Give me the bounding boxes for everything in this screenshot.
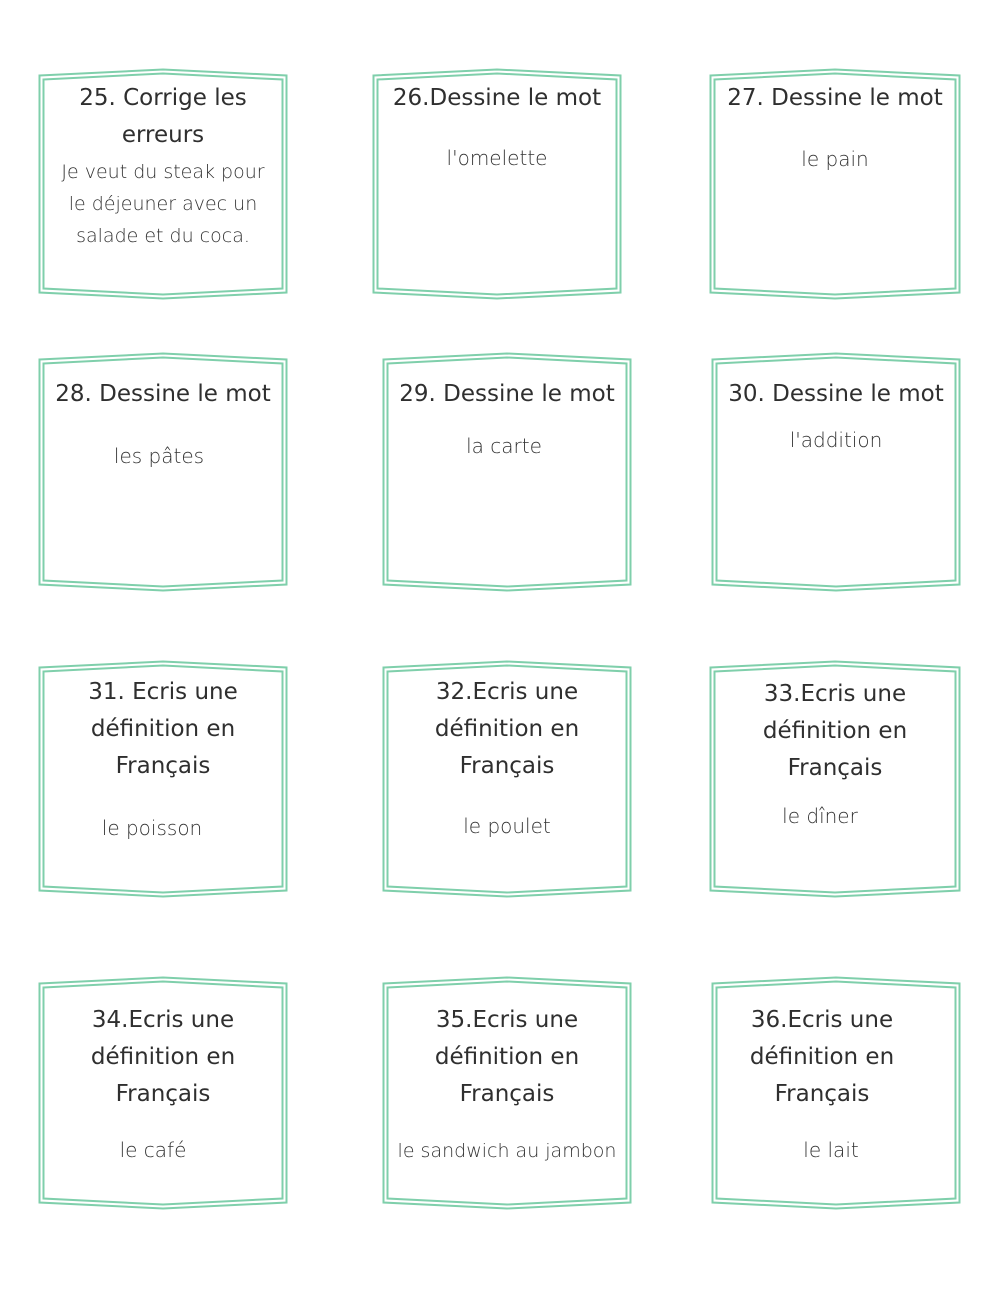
card-title: 34.Ecris une définition en Français <box>90 1007 236 1107</box>
card-29 <box>382 352 632 592</box>
card-27 <box>709 68 961 300</box>
card-title: 29. Dessine le mot <box>399 381 615 407</box>
card-25 <box>38 68 288 300</box>
card-title: 35.Ecris une définition en Français <box>434 1007 580 1107</box>
card-title: 33.Ecris une définition en Français <box>762 681 908 781</box>
card-word: l'omelette <box>446 146 548 170</box>
card-word: le poisson <box>101 816 203 840</box>
card-title: 36.Ecris une définition en Français <box>749 1007 895 1107</box>
card-title: 30. Dessine le mot <box>728 381 944 407</box>
card-26 <box>372 68 622 300</box>
card-title: 25. Corrige les erreurs <box>79 85 247 148</box>
card-title: 32.Ecris une définition en Français <box>434 679 580 779</box>
card-36 <box>711 976 961 1210</box>
card-35 <box>382 976 632 1210</box>
card-31 <box>38 660 288 898</box>
card-30 <box>711 352 961 592</box>
card-title: 28. Dessine le mot <box>55 381 271 407</box>
card-32 <box>382 660 632 898</box>
card-text: Je veut du steak pour le déjeuner avec un salade et du coca. <box>61 161 265 247</box>
card-title: 31. Ecris une définition en Français <box>88 679 238 779</box>
card-28 <box>38 352 288 592</box>
card-word: la carte <box>466 434 542 458</box>
card-word: l'addition <box>789 428 883 452</box>
card-34 <box>38 976 288 1210</box>
card-word: le sandwich au jambon <box>397 1140 617 1162</box>
card-word: le dîner <box>782 804 858 828</box>
card-title: 27. Dessine le mot <box>727 85 943 111</box>
card-word: le café <box>119 1138 187 1162</box>
card-33 <box>709 660 961 898</box>
card-word: le lait <box>803 1138 859 1162</box>
card-word: le pain <box>801 147 869 171</box>
card-word: les pâtes <box>113 444 205 468</box>
card-word: le poulet <box>463 814 551 838</box>
card-title: 26.Dessine le mot <box>392 85 602 111</box>
